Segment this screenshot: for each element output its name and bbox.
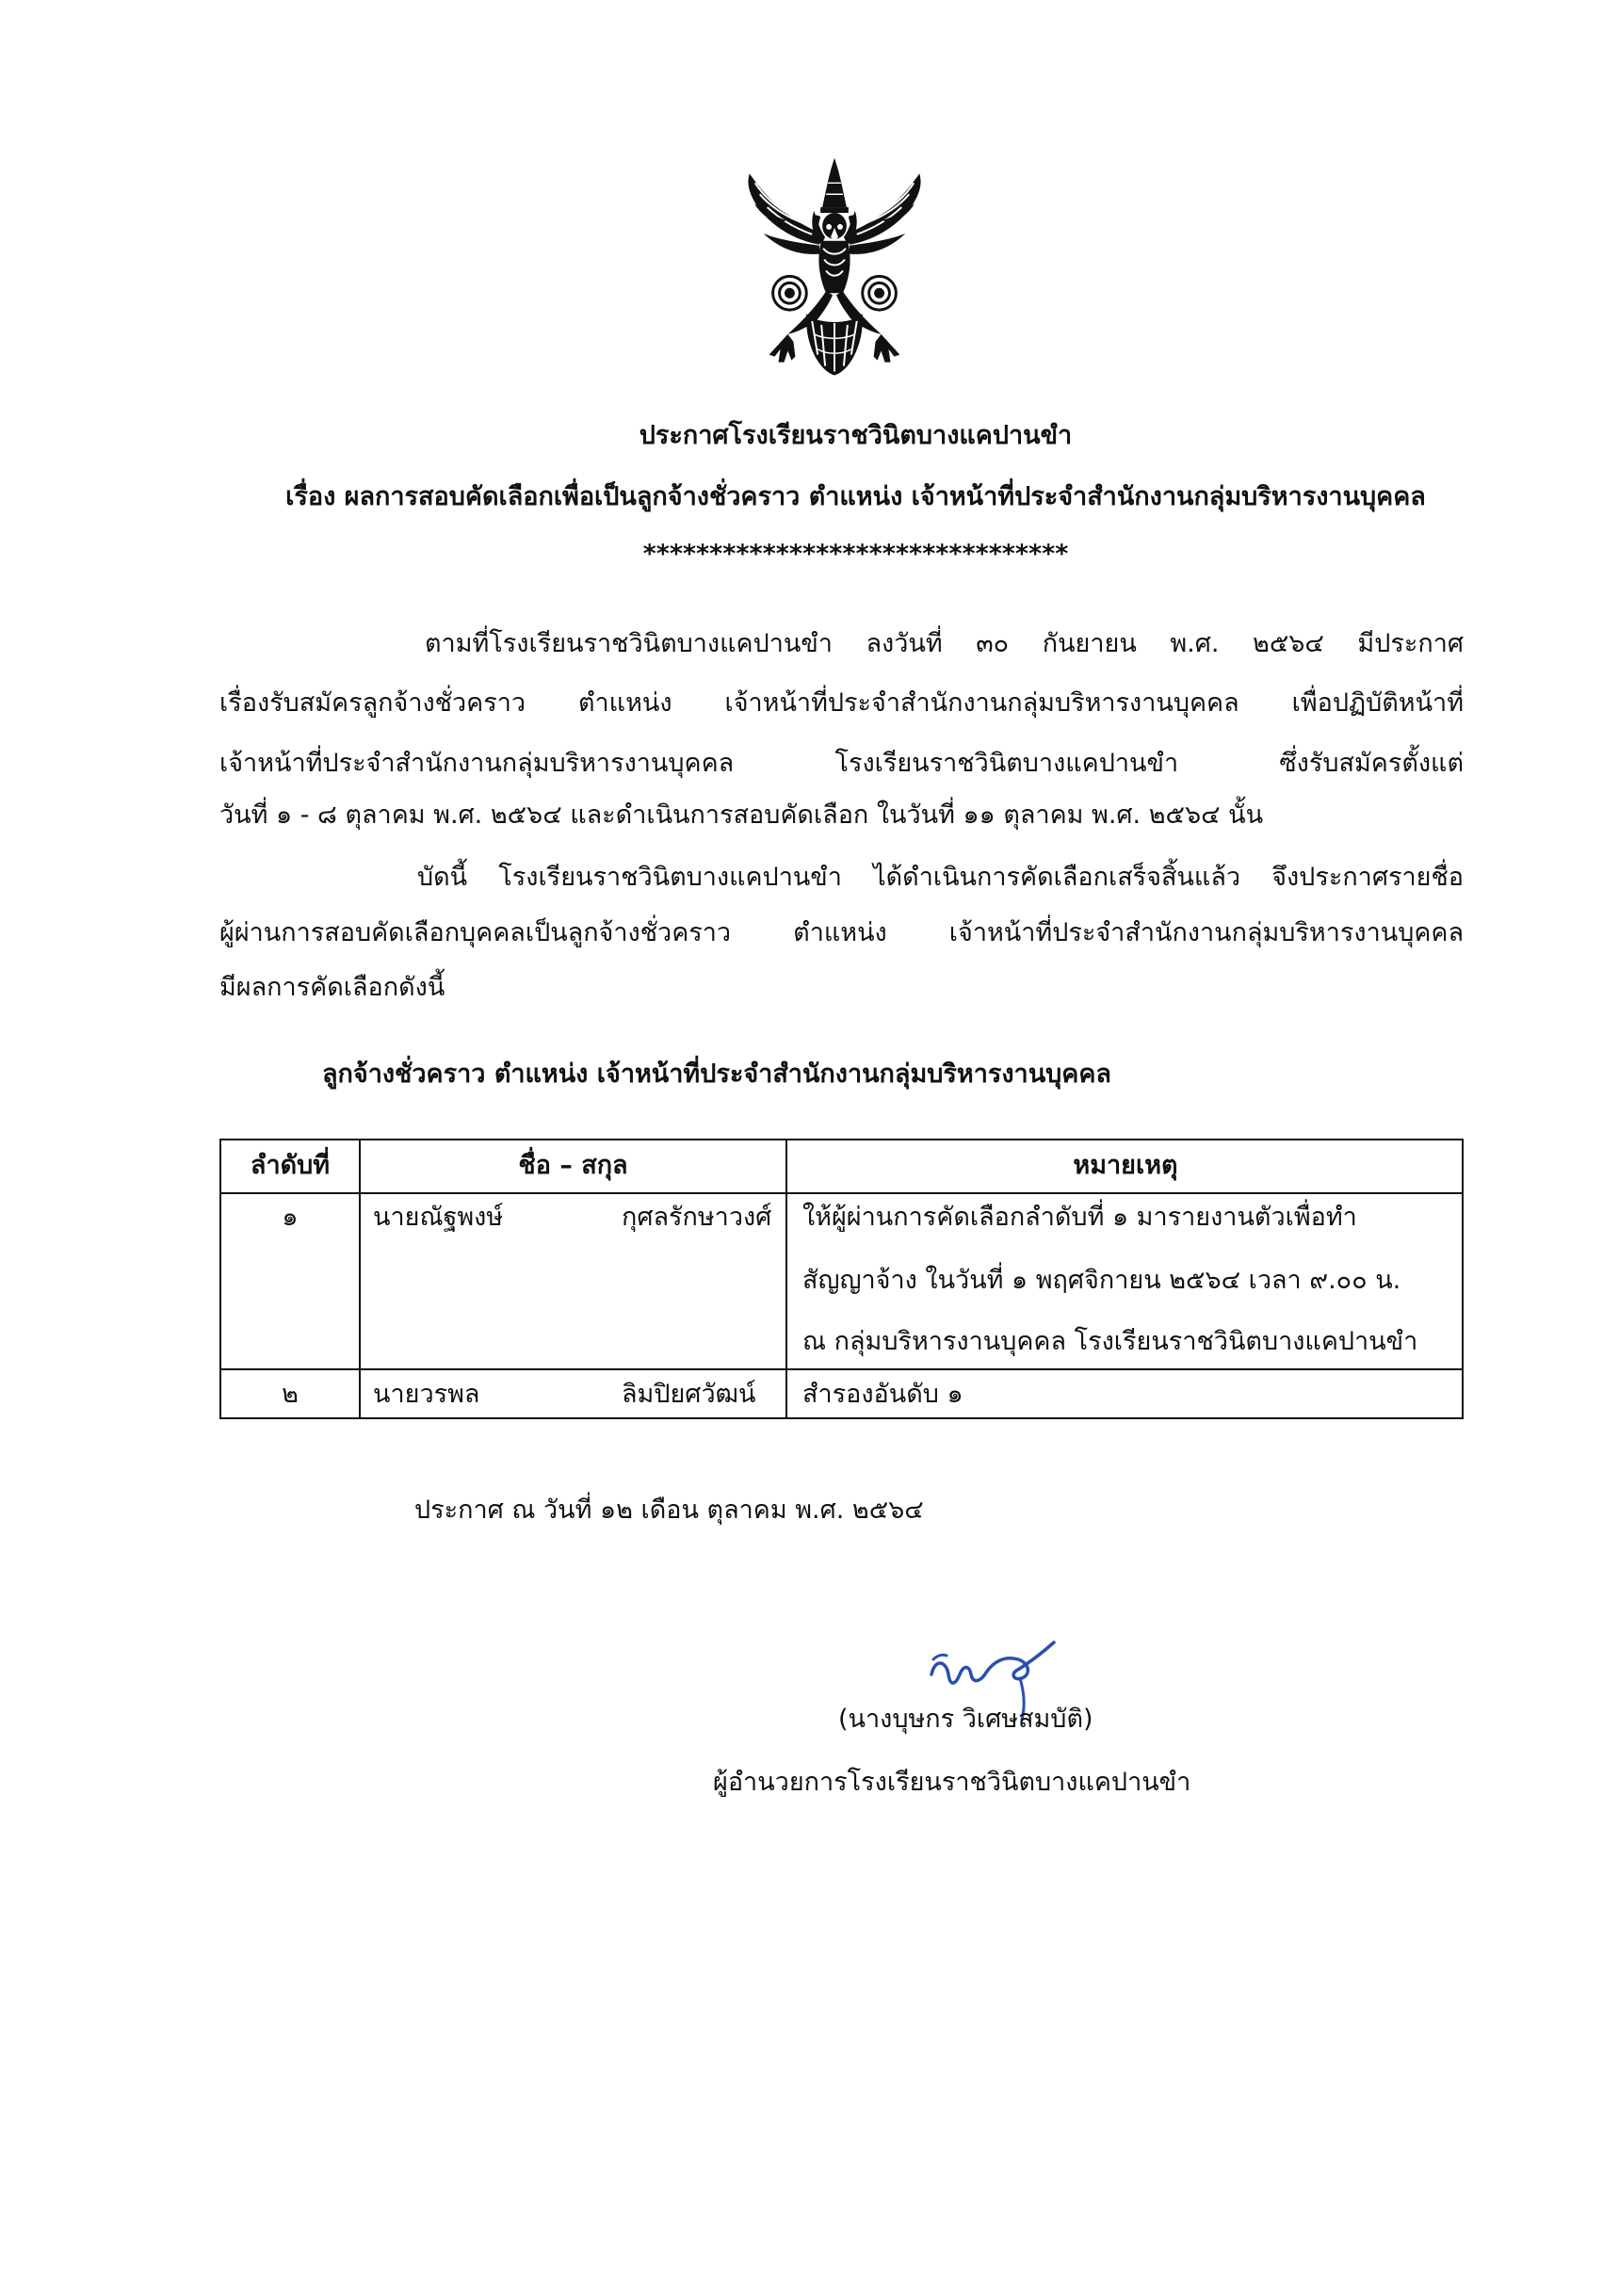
row1-last-name: กุศลรักษาวงศ์ bbox=[622, 1203, 772, 1232]
garuda-emblem-icon bbox=[732, 154, 937, 380]
row2-remarks-line1: สำรองอันดับ ๑ bbox=[802, 1380, 963, 1409]
emblem-right-wing bbox=[844, 173, 921, 254]
emblem-body bbox=[818, 241, 850, 293]
emblem-tail bbox=[806, 314, 863, 375]
paragraph2-line1: บัดนี้ โรงเรียนราชวินิตบางแคปานขำ ได้ดำเนินการคัดเลือกเสร็จสิ้นแล้ว จึงประกาศรายชื่อ bbox=[417, 863, 1464, 892]
row1-remarks-line1: ให้ผู้ผ่านการคัดเลือกลำดับที่ ๑ มารายงานตัวเพื่อทำ bbox=[802, 1203, 1357, 1232]
row2-last-name: ลิมปิยศวัฒน์ bbox=[622, 1380, 756, 1409]
signatory-position: ผู้อำนวยการโรงเรียนราชวินิตบางแคปานขำ bbox=[713, 1768, 1191, 1797]
results-table bbox=[219, 1139, 1464, 1419]
row2-order: ๒ bbox=[282, 1380, 299, 1409]
row1-order: ๑ bbox=[282, 1203, 299, 1232]
row1-remarks-line3: ณ กลุ่มบริหารงานบุคคล โรงเรียนราชวินิตบางแคปานขำ bbox=[802, 1327, 1418, 1356]
paragraph2-line3: มีผลการคัดเลือกดังนี้ bbox=[219, 973, 445, 1002]
paragraph1-line3: เจ้าหน้าที่ประจำสำนักงานกลุ่มบริหารงานบุคคล โรงเรียนราชวินิตบางแคปานขำ ซึ่งรับสมัครตั้งแต่ bbox=[219, 749, 1464, 778]
table-header-divider bbox=[221, 1192, 1462, 1194]
announcement-subject: เรื่อง ผลการสอบคัดเลือกเพื่อเป็นลูกจ้างชั่วคราว ตำแหน่ง เจ้าหน้าที่ประจำสำนักงานกลุ่มบริหารงานบุคคล bbox=[285, 482, 1426, 511]
row2-first-name: นายวรพล bbox=[373, 1380, 480, 1409]
row1-remarks-line2: สัญญาจ้าง ในวันที่ ๑ พฤศจิกายน ๒๕๖๔ เวลา ๙.๐๐ น. bbox=[802, 1266, 1401, 1295]
paragraph2-line2: ผู้ผ่านการสอบคัดเลือกบุคคลเป็นลูกจ้างชั่วคราว ตำแหน่ง เจ้าหน้าที่ประจำสำนักงานกลุ่มบริหารงานบุคคล bbox=[219, 918, 1464, 947]
column-header-remarks: หมายเหตุ bbox=[1073, 1151, 1178, 1180]
paragraph1-line2: เรื่องรับสมัครลูกจ้างชั่วคราว ตำแหน่ง เจ้าหน้าที่ประจำสำนักงานกลุ่มบริหารงานบุคคล เพื่อปฏิบัติหน้าที่ bbox=[219, 688, 1464, 718]
announcement-title: ประกาศโรงเรียนราชวินิตบางแคปานขำ bbox=[639, 421, 1073, 450]
paragraph1-line1: ตามที่โรงเรียนราชวินิตบางแคปานขำ ลงวันที่ ๓๐ กันยายน พ.ศ. ๒๕๖๔ มีประกาศ bbox=[425, 629, 1464, 658]
emblem-crown bbox=[820, 158, 849, 213]
table-row-divider bbox=[221, 1368, 1462, 1370]
paragraph1-line4: วันที่ ๑ - ๘ ตุลาคม พ.ศ. ๒๕๖๔ และดำเนินการสอบคัดเลือก ในวันที่ ๑๑ ตุลาคม พ.ศ. ๒๕๖๔ นั้น bbox=[219, 800, 1264, 830]
table-heading: ลูกจ้างชั่วคราว ตำแหน่ง เจ้าหน้าที่ประจำสำนักงานกลุ่มบริหารงานบุคคล bbox=[322, 1059, 1111, 1089]
announcement-date: ประกาศ ณ วันที่ ๑๒ เดือน ตุลาคม พ.ศ. ๒๕๖๔ bbox=[414, 1496, 924, 1525]
signatory-name: (นางบุษกร วิเศษสมบัติ) bbox=[838, 1705, 1093, 1734]
row1-first-name: นายณัฐพงษ์ bbox=[373, 1203, 504, 1232]
column-header-order: ลำดับที่ bbox=[250, 1151, 331, 1180]
header-separator: ******************************** bbox=[642, 540, 1069, 569]
emblem-left-wing bbox=[748, 173, 825, 254]
column-header-name: ชื่อ – สกุล bbox=[518, 1151, 628, 1180]
